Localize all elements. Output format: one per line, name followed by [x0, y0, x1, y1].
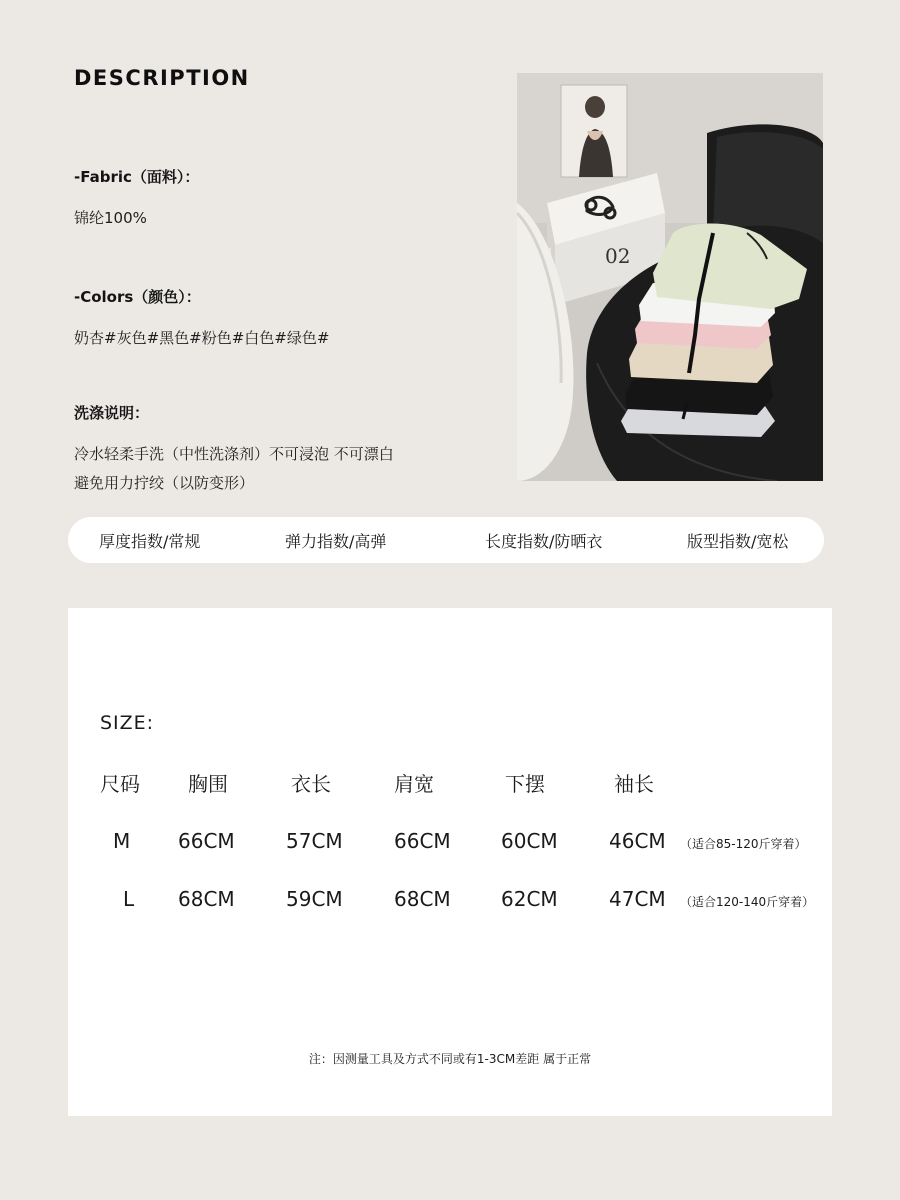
row-m-sleeve: 46CM: [609, 829, 666, 853]
size-title: SIZE:: [100, 712, 155, 734]
header-hem: 下摆: [505, 772, 545, 796]
index-length: 长度指数/防晒衣: [485, 532, 603, 551]
fabric-label: -Fabric（面料）：: [74, 168, 200, 186]
row-m-shoulder: 66CM: [394, 829, 451, 853]
description-title: DESCRIPTION: [74, 66, 250, 90]
size-chart-card: [68, 608, 832, 1116]
row-m-length: 57CM: [286, 829, 343, 853]
index-fit: 版型指数/宽松: [687, 532, 789, 551]
header-size: 尺码: [100, 772, 140, 796]
row-m-chest: 66CM: [178, 829, 235, 853]
wash-line-1: 冷水轻柔手洗（中性洗涤剂）不可浸泡 不可漂白: [74, 445, 394, 463]
header-shoulder: 肩宽: [394, 772, 434, 796]
header-chest: 胸围: [188, 772, 228, 796]
wash-label: 洗涤说明：: [74, 404, 150, 422]
row-l-shoulder: 68CM: [394, 887, 451, 911]
header-length: 衣长: [291, 772, 331, 796]
wash-line-2: 避免用力拧绞（以防变形）: [74, 474, 255, 492]
row-l-length: 59CM: [286, 887, 343, 911]
row-l-hem: 62CM: [501, 887, 558, 911]
row-m-size: M: [113, 829, 131, 853]
box-number-text: 02: [605, 244, 631, 268]
row-m-fit-note: （适合85-120斤穿着）: [680, 837, 807, 851]
product-photo-illustration: [517, 73, 823, 481]
colors-label: -Colors（颜色）：: [74, 288, 201, 306]
index-elasticity: 弹力指数/高弹: [285, 532, 387, 551]
header-sleeve: 袖长: [614, 772, 654, 796]
index-bar: [68, 517, 824, 563]
product-photo: [517, 73, 823, 481]
colors-value: 奶杏#灰色#黑色#粉色#白色#绿色#: [74, 329, 330, 347]
index-thickness: 厚度指数/常规: [99, 532, 201, 551]
measurement-footnote: 注：因测量工具及方式不同或有1-3CM差距 属于正常: [308, 1052, 592, 1066]
row-l-size: L: [123, 887, 135, 911]
row-m-hem: 60CM: [501, 829, 558, 853]
row-l-sleeve: 47CM: [609, 887, 666, 911]
row-l-fit-note: （适合120-140斤穿着）: [680, 895, 815, 909]
fabric-value: 锦纶100%: [74, 209, 147, 227]
row-l-chest: 68CM: [178, 887, 235, 911]
